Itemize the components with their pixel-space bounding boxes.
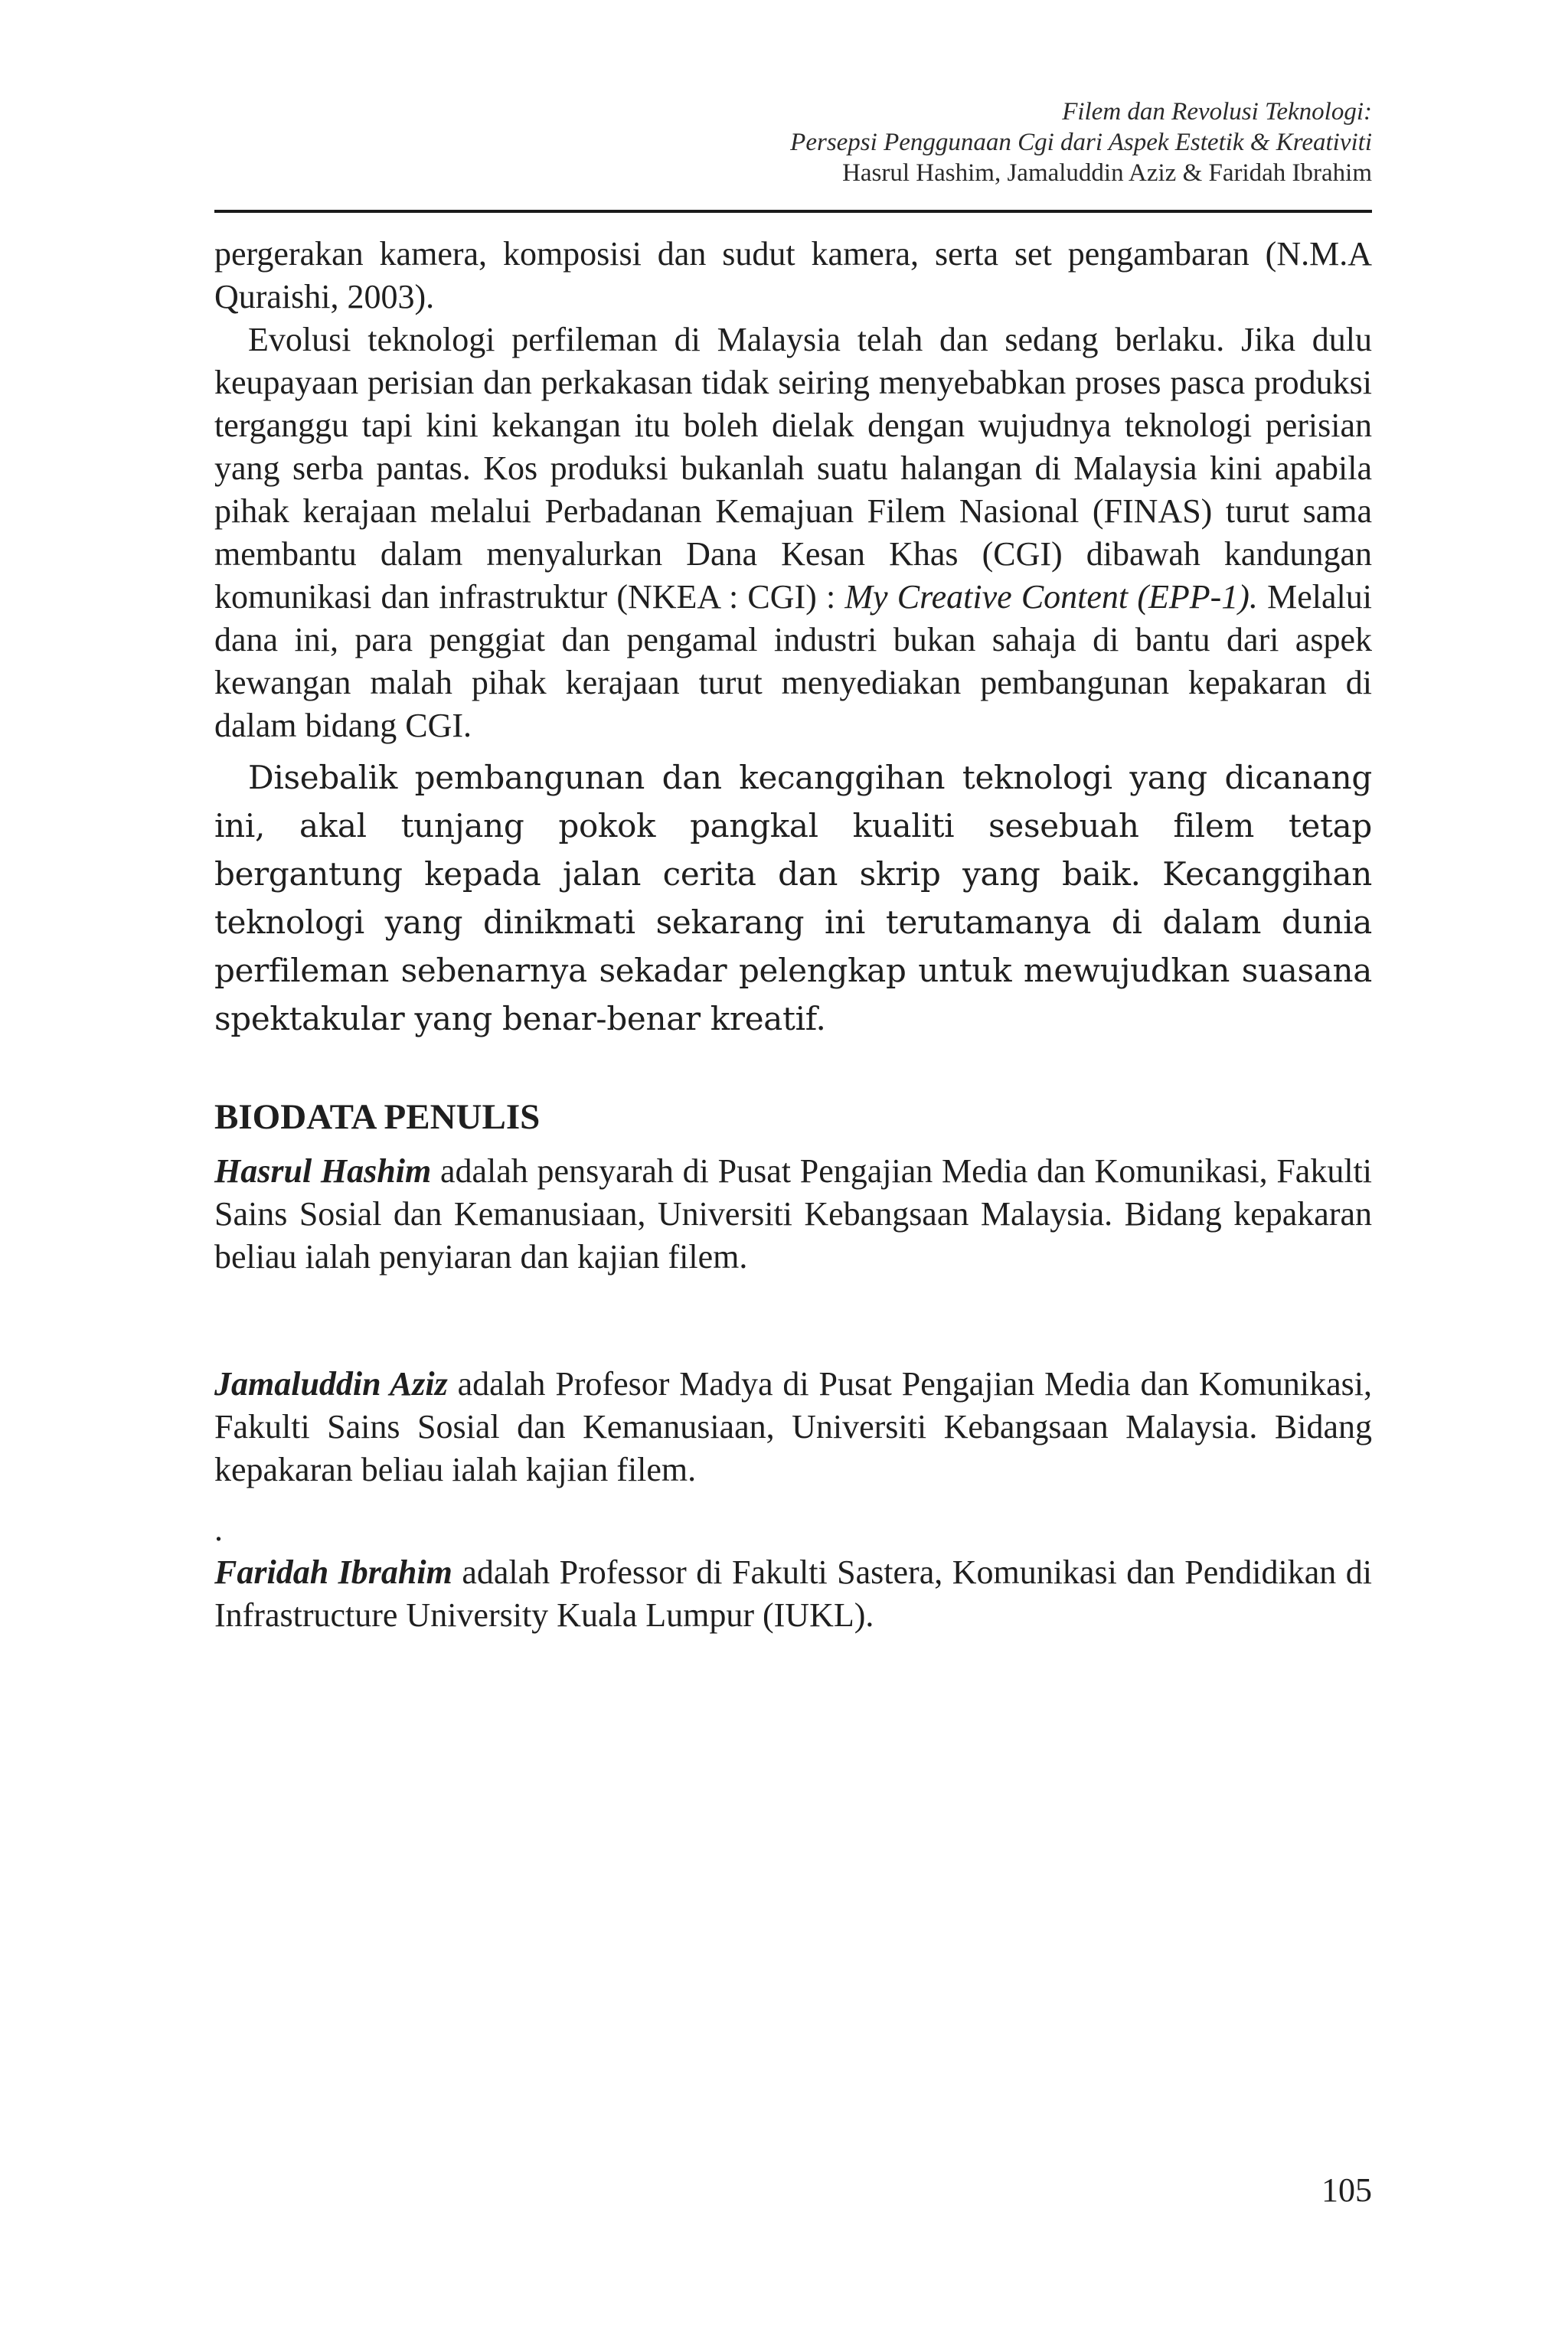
- paragraph-disebalik: Disebalik pembangunan dan kecanggihan teknologi yang dicanang ini, akal tunjang pokok pangkal kualiti sesebuah filem tetap bergantung kepada jalan cerita dan skrip yang baik. Kecanggihan teknologi yang dinikmati sekarang ini terutamanya di dalam dunia perfileman sebenarnya sekadar pelengkap untuk mewujudkan suasana spektakular yang benar-benar kreatif.: [214, 759, 1372, 1037]
- paragraph-evolusi-text: Evolusi teknologi perfileman di Malaysia telah dan sedang berlaku. Jika dulu keupayaan perisian dan perkakasan tidak seiring menyebabkan proses pasca produksi terganggu tapi kini kekangan itu boleh dielak dengan wujudnya teknologi perisian yang serba pantas. Kos produksi bukanlah suatu halangan di Malaysia kini apabila pihak kerajaan melalui Perbadanan Kemajuan Filem Nasional (FINAS) turut sama membantu dalam menyalurkan Dana Kesan Khas (CGI) dibawah kandungan komunikasi dan infrastruktur (NKEA : CGI) :: [214, 321, 1372, 616]
- header-authors-line: Hasrul Hashim, Jamaluddin Aziz & Faridah Ibrahim: [842, 159, 1372, 187]
- bio-faridah-name: Faridah Ibrahim: [214, 1553, 452, 1591]
- bio-jamaluddin-name: Jamaluddin Aziz: [214, 1365, 448, 1403]
- bio-hasrul: [214, 1150, 1372, 1279]
- biodata-heading: BIODATA PENULIS: [214, 1097, 541, 1137]
- paragraph-continuation: pergerakan kamera, komposisi dan sudut kamera, serta set pengambaran (N.M.A Quraishi, 2003).: [214, 235, 1372, 315]
- separator-dot: .: [214, 1511, 223, 1548]
- header-rule: [214, 210, 1372, 213]
- bio-hasrul-text: adalah pensyarah di Pusat Pengajian Media dan Komunikasi, Fakulti Sains Sosial dan Kemanusiaan, Universiti Kebangsaan Malaysia. Bidang kepakaran beliau ialah penyiaran dan kajian filem.: [214, 1152, 1373, 1276]
- bio-spacer: [214, 1279, 1372, 1363]
- document-page: [214, 0, 1372, 2352]
- bio-faridah: [214, 1551, 1372, 1637]
- bio-faridah-text: adalah Professor di Fakulti Sastera, Komunikasi dan Pendidikan di Infrastructure University Kuala Lumpur (IUKL).: [214, 1553, 1372, 1634]
- running-header: [214, 96, 1372, 188]
- bio-jamaluddin: [214, 1363, 1372, 1491]
- body-text: [214, 233, 1372, 1637]
- bio-hasrul-name: Hasrul Hashim: [214, 1152, 432, 1190]
- paragraph-evolusi-text-end: Melalui dana ini, para penggiat dan pengamal industri bukan sahaja di bantu dari aspek kewangan malah pihak kerajaan turut menyediakan pembangunan kepakaran di dalam bidang CGI.: [214, 578, 1372, 744]
- paragraph-evolusi-italic: My Creative Content (EPP-1).: [844, 578, 1258, 616]
- header-title-line-1: Filem dan Revolusi Teknologi:: [1062, 98, 1372, 126]
- page-number: 105: [1321, 2171, 1372, 2209]
- header-title-line-2: Persepsi Penggunaan Cgi dari Aspek Estetik & Kreativiti: [790, 129, 1372, 156]
- bio-jamaluddin-text: adalah Profesor Madya di Pusat Pengajian Media dan Komunikasi, Fakulti Sains Sosial dan Kemanusiaan, Universiti Kebangsaan Malaysia. Bidang kepakaran beliau ialah kajian filem.: [214, 1365, 1372, 1488]
- paragraph-evolusi: [214, 318, 1372, 747]
